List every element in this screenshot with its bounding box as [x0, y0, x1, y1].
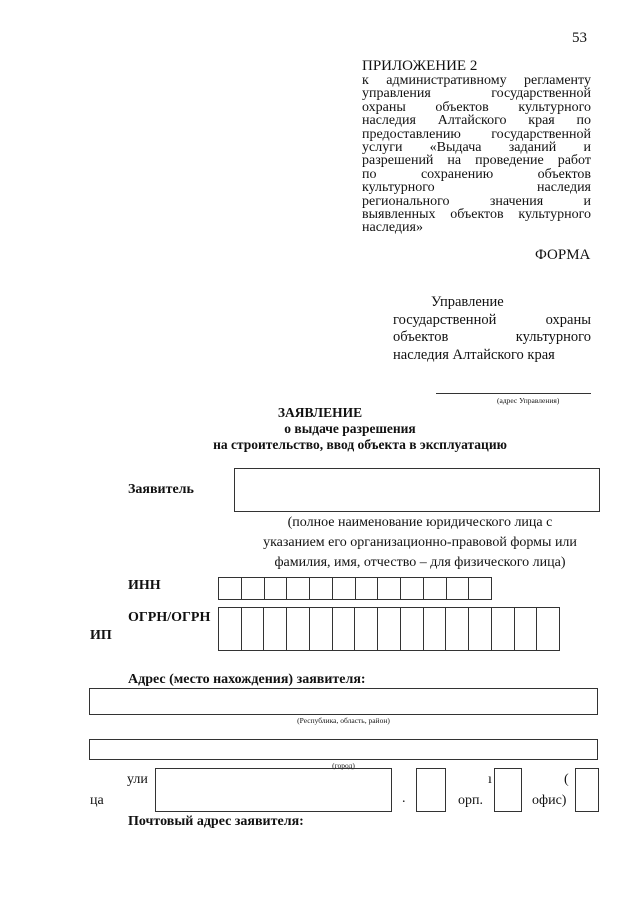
street-label-bottom: ца: [90, 793, 104, 808]
inn-cell[interactable]: [265, 578, 288, 599]
ogrn-cell[interactable]: [378, 608, 401, 650]
building-field[interactable]: [416, 768, 446, 812]
recipient-line: государственной охраны: [393, 311, 591, 328]
appendix-line: разрешений на проведение работ: [362, 153, 591, 169]
ogrn-cell[interactable]: [333, 608, 356, 650]
recipient-address-caption: (адрес Управления): [497, 396, 560, 405]
appendix-line: предоставлению государственной: [362, 126, 591, 142]
appendix-line: услуги «Выдача заданий и: [362, 139, 591, 155]
appendix-title: ПРИЛОЖЕНИЕ 2: [362, 58, 478, 74]
ogrn-cell[interactable]: [310, 608, 333, 650]
inn-cell[interactable]: [219, 578, 242, 599]
inn-cell[interactable]: [447, 578, 470, 599]
inn-field[interactable]: [218, 577, 492, 600]
applicant-note: [240, 513, 600, 573]
appendix-line: выявленных объектов культурного: [362, 206, 591, 222]
recipient-line: Управление: [431, 294, 504, 310]
applicant-note-line: указанием его организационно-правовой формы или: [263, 535, 577, 550]
office-open-paren: (: [564, 772, 569, 787]
ogrn-cell[interactable]: [537, 608, 559, 650]
recipient-line: объектов культурного: [393, 329, 591, 345]
ogrn-cell[interactable]: [492, 608, 515, 650]
ogrn-label-suffix: ИП: [90, 628, 112, 643]
document-subtitle: о выдаче разрешения: [284, 421, 416, 436]
appendix-line: наследия Алтайского края по: [362, 113, 591, 129]
appendix-line: регионального значения и: [362, 193, 591, 209]
appendix-line: управления государственной: [362, 86, 591, 102]
ogrn-cell[interactable]: [469, 608, 492, 650]
region-caption: (Республика, область, район): [297, 716, 390, 725]
inn-label: ИНН: [128, 578, 161, 593]
inn-cell[interactable]: [242, 578, 265, 599]
ogrn-field[interactable]: [218, 607, 560, 651]
ogrn-cell[interactable]: [287, 608, 310, 650]
city-field[interactable]: [89, 739, 598, 760]
appendix-line: по сохранению объектов: [362, 166, 591, 182]
page-number: 53: [572, 30, 587, 46]
appendix-line: к административному регламенту: [362, 73, 591, 88]
ogrn-cell[interactable]: [219, 608, 242, 650]
recipient-block: [393, 294, 591, 364]
ogrn-cell[interactable]: [446, 608, 469, 650]
inn-cell[interactable]: [401, 578, 424, 599]
address-label: Адрес (место нахождения) заявителя:: [128, 672, 366, 687]
document-title: ЗАЯВЛЕНИЕ: [277, 405, 363, 420]
ogrn-cell[interactable]: [242, 608, 265, 650]
region-field[interactable]: [89, 688, 598, 715]
applicant-label: Заявитель: [128, 482, 194, 497]
inn-cell[interactable]: [424, 578, 447, 599]
building-mark: ı: [488, 772, 492, 787]
ogrn-cell[interactable]: [264, 608, 287, 650]
street-label-top: ули: [127, 772, 148, 787]
applicant-name-field[interactable]: [234, 468, 600, 512]
appendix-line: культурного наследия: [362, 180, 591, 196]
apartment-label: орп.: [458, 793, 483, 808]
appendix-line: наследия»: [362, 220, 423, 236]
apartment-field[interactable]: [494, 768, 522, 812]
inn-cell[interactable]: [310, 578, 333, 599]
ogrn-cell[interactable]: [401, 608, 424, 650]
form-label: ФОРМА: [535, 247, 591, 263]
office-field[interactable]: [575, 768, 599, 812]
inn-cell[interactable]: [469, 578, 491, 599]
recipient-line: наследия Алтайского края: [393, 346, 555, 363]
ogrn-cell[interactable]: [355, 608, 378, 650]
office-label: офис): [532, 793, 567, 808]
postal-address-label: Почтовый адрес заявителя:: [128, 814, 304, 829]
inn-cell[interactable]: [356, 578, 379, 599]
inn-cell[interactable]: [333, 578, 356, 599]
inn-cell[interactable]: [287, 578, 310, 599]
appendix-text: [362, 74, 591, 235]
street-field[interactable]: [155, 768, 392, 812]
document-subtitle-2: на строительство, ввод объекта в эксплуатацию: [213, 437, 507, 452]
ogrn-label: ОГРН/ОГРН: [128, 610, 211, 625]
ogrn-cell[interactable]: [424, 608, 447, 650]
applicant-note-line: фамилия, имя, отчество – для физического лица): [274, 555, 566, 570]
street-dot: .: [402, 791, 406, 806]
recipient-address-line: [436, 393, 591, 394]
ogrn-cell[interactable]: [515, 608, 538, 650]
city-caption: (город): [332, 761, 355, 770]
inn-cell[interactable]: [378, 578, 401, 599]
appendix-line: охраны объектов культурного: [362, 99, 591, 115]
applicant-note-line: (полное наименование юридического лица с: [287, 515, 553, 530]
